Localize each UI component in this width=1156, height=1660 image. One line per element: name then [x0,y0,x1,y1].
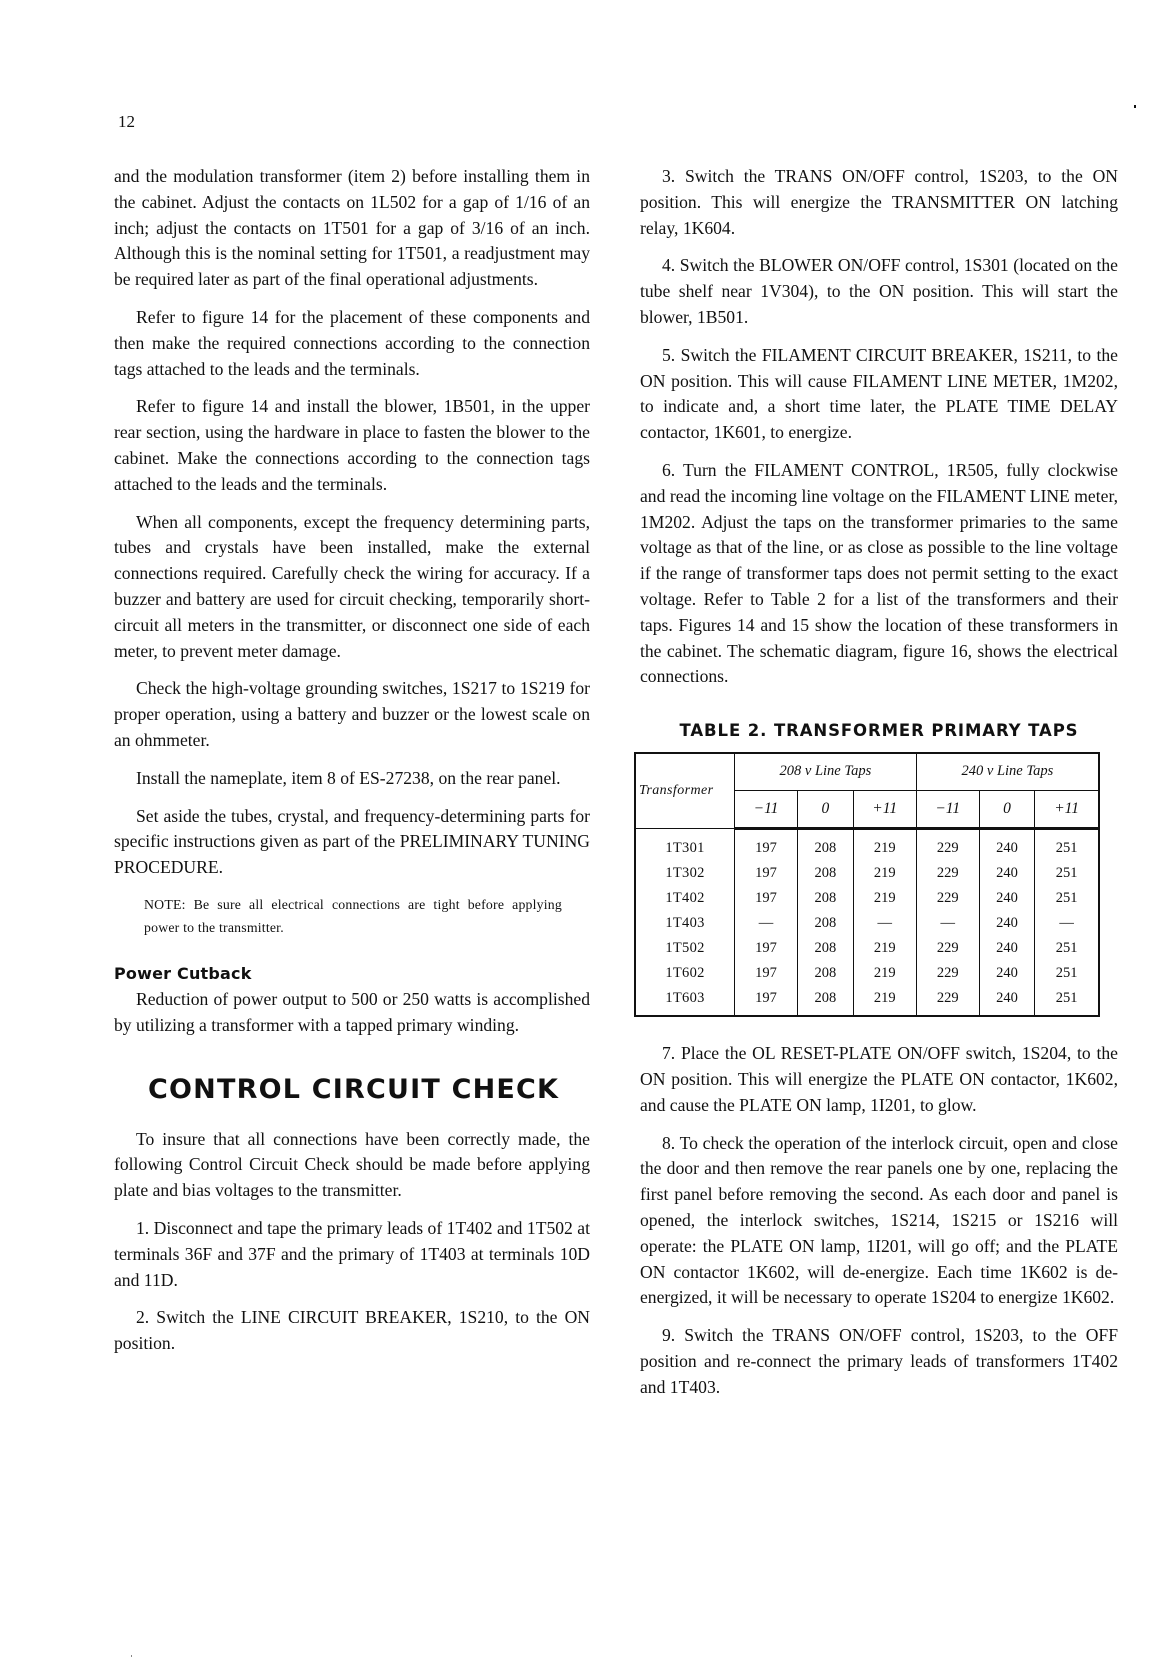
right-column [640,164,1118,1413]
step: 6. Turn the FILAMENT CONTROL, 1R505, fully clockwise and read the incoming line voltage on the FILAMENT LINE meter, 1M202. Adjust the taps on the transformer primaries to the same voltage as that of the line, or as close as possible to the line voltage if the range of transformer taps does not permit setting to the exact voltage. Refer to Table 2 for a list of the transformers and their taps. Figures 14 and 15 show the location of these transformers in the cabinet. The schematic diagram, figure 16, shows the electrical connections. [640,459,1118,687]
step: 3. Switch the TRANS ON/OFF control, 1S203, to the ON position. This will energize the TRANSMITTER ON latching relay, 1K604. [640,166,1118,238]
table-row [635,986,1099,1016]
cell-transformer: 1T403 [635,911,735,936]
cell: 229 [916,961,979,986]
table-row [635,911,1099,936]
table-row [635,936,1099,961]
cell: 208 [798,936,854,961]
cell: 251 [1035,986,1099,1016]
cell: 240 [979,986,1035,1016]
cell: 251 [1035,886,1099,911]
step: 8. To check the operation of the interlock circuit, open and close the door and then remove the rear panels one by one, replacing the first panel before removing the second. As each door and panel is opened, the interlock switches, 1S214, 1S215 or 1S216 will operate: the PLATE ON lamp, 1I201, will go off; and the PLATE ON contactor 1K602, will de-energize. Each time 1K602 is de-energized, it will be necessary to operate 1S204 to energize 1K602. [640,1132,1118,1308]
cell: 197 [735,936,798,961]
cell: 208 [798,911,854,936]
cell: 197 [735,886,798,911]
paragraph: To insure that all connections have been correctly made, the following Control Circuit Check should be made before applying plate and bias voltages to the transmitter. [114,1128,590,1201]
cell: 229 [916,886,979,911]
cell: — [916,911,979,936]
cell-transformer: 1T402 [635,886,735,911]
column-group-240: 240 v Line Taps [916,753,1099,791]
paragraph: Check the high-voltage grounding switches, 1S217 to 1S219 for proper operation, using a battery and buzzer or the lowest scale on an ohmmeter. [114,678,590,750]
column-header: +11 [853,791,916,829]
table-row [635,961,1099,986]
column-header: 0 [798,791,854,829]
cell: 197 [735,986,798,1016]
scan-speck [131,1655,132,1657]
transformer-taps-table [634,752,1100,1017]
step: 1. Disconnect and tape the primary leads of 1T402 and 1T502 at terminals 36F and 37F and the primary of 1T403 at terminals 10D and 11D. [114,1217,590,1290]
cell: 251 [1035,936,1099,961]
step: 5. Switch the FILAMENT CIRCUIT BREAKER, 1S211, to the ON position. This will cause FILAMENT LINE METER, 1M202, to indicate and, a short time later, the PLATE TIME DELAY contactor, 1K601, to energize. [640,344,1118,443]
column-header: −11 [735,791,798,829]
cell: 219 [853,961,916,986]
paragraph: Set aside the tubes, crystal, and frequency-determining parts for specific instructions given as part of the PRELIMINARY TUNING PROCEDURE. [114,805,590,878]
step: 4. Switch the BLOWER ON/OFF control, 1S301 (located on the tube shelf near 1V304), to the ON position. This will start the blower, 1B501. [640,255,1118,327]
cell: 229 [916,936,979,961]
cell-transformer: 1T603 [635,986,735,1016]
paragraph: Refer to figure 14 and install the blower, 1B501, in the upper rear section, using the hardware in place to fasten the blower to the cabinet. Make the connections according to the connection tags attached to the leads and the terminals. [114,396,590,494]
column-header: 0 [979,791,1035,829]
table-row [635,861,1099,886]
step: 7. Place the OL RESET-PLATE ON/OFF switch, 1S204, to the ON position. This will energize the PLATE ON contactor, 1K602, and cause the PLATE ON lamp, 1I201, to glow. [640,1043,1118,1115]
left-column [114,164,590,1369]
paragraph: Reduction of power output to 500 or 250 watts is accomplished by utilizing a transformer with a tapped primary winding. [114,988,590,1035]
table-title: TABLE 2. TRANSFORMER PRIMARY TAPS [679,721,1079,741]
cell: 208 [798,886,854,911]
cell: 229 [916,829,979,862]
cell: 240 [979,961,1035,986]
cell: — [853,911,916,936]
page-number: 12 [118,112,135,131]
cell: 208 [798,829,854,862]
cell: 240 [979,886,1035,911]
paragraph: Refer to figure 14 for the placement of these components and then make the required connections according to the connection tags attached to the leads and the terminals. [114,306,590,379]
step: 2. Switch the LINE CIRCUIT BREAKER, 1S210, to the ON position. [114,1307,590,1354]
cell: 251 [1035,961,1099,986]
cell: — [735,911,798,936]
cell: 219 [853,886,916,911]
cell: 229 [916,986,979,1016]
section-title: CONTROL CIRCUIT CHECK [148,1073,560,1105]
column-header: +11 [1035,791,1099,829]
column-group-208: 208 v Line Taps [735,753,917,791]
cell: 219 [853,861,916,886]
column-header: −11 [916,791,979,829]
cell: 197 [735,829,798,862]
cell: 229 [916,861,979,886]
cell: 251 [1035,861,1099,886]
cell: 219 [853,829,916,862]
cell: 251 [1035,829,1099,862]
cell: 208 [798,861,854,886]
cell: 240 [979,936,1035,961]
subheading-power-cutback: Power Cutback [114,963,252,983]
table-row [635,829,1099,862]
table-row [635,886,1099,911]
cell: 208 [798,961,854,986]
cell: 219 [853,986,916,1016]
paragraph: When all components, except the frequency determining parts, tubes and crystals have been installed, make the external connections required. Carefully check the wiring for accuracy. If a buzzer and battery are used for circuit checking, temporarily short-circuit all meters in the transmitter, or disconnect one side of each meter, to prevent meter damage. [114,511,590,661]
cell: 208 [798,986,854,1016]
cell-transformer: 1T301 [635,829,735,862]
paragraph: Install the nameplate, item 8 of ES-27238, on the rear panel. [136,767,561,788]
column-header-transformer: Transformer [635,753,735,829]
cell: 197 [735,961,798,986]
cell: 240 [979,861,1035,886]
cell: 219 [853,936,916,961]
cell: — [1035,911,1099,936]
step: 9. Switch the TRANS ON/OFF control, 1S203, to the OFF position and re-connect the primary leads of transformers 1T402 and 1T403. [640,1325,1118,1397]
cell: 240 [979,829,1035,862]
cell: 197 [735,861,798,886]
scan-speck [1134,105,1136,108]
cell: 240 [979,911,1035,936]
cell-transformer: 1T502 [635,936,735,961]
note: NOTE: Be sure all electrical connections are tight before applying power to the transmitter. [144,896,562,935]
cell-transformer: 1T602 [635,961,735,986]
paragraph: and the modulation transformer (item 2) before installing them in the cabinet. Adjust the contacts on 1L502 for a gap of 1/16 of an inch; adjust the contacts on 1T501 for a gap of 3/16 of an inch. Although this is the nominal setting for 1T501, a readjustment may be required later as part of the final operational adjustments. [114,166,590,290]
cell-transformer: 1T302 [635,861,735,886]
